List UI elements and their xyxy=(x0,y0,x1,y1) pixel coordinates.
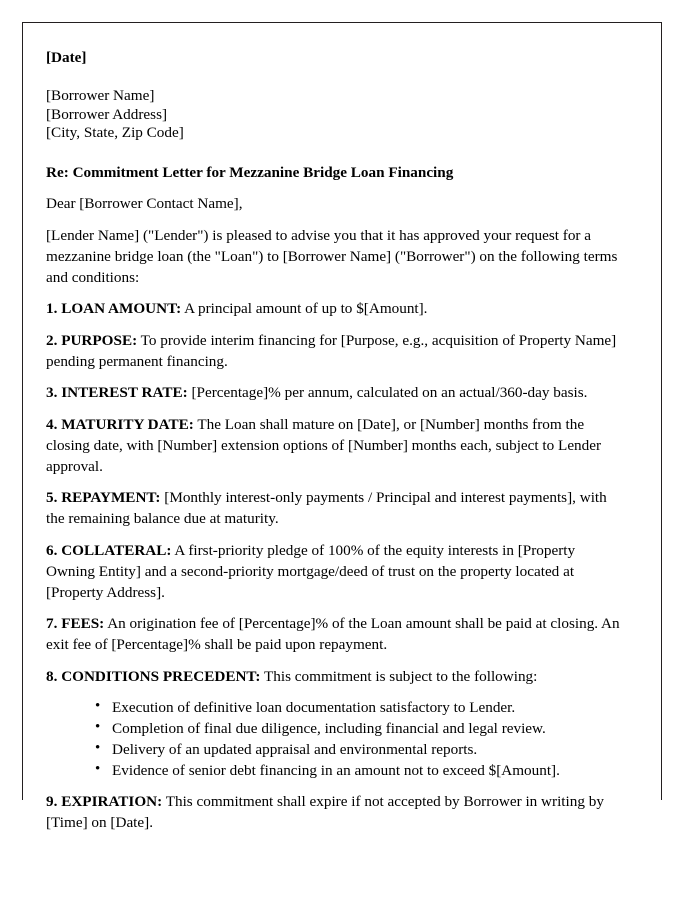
term-heading: 9. EXPIRATION: xyxy=(46,793,163,810)
term-clause xyxy=(46,298,625,319)
term-heading: 3. INTEREST RATE: xyxy=(46,384,188,401)
term-heading: 7. FEES: xyxy=(46,615,105,632)
term-text: A principal amount of up to $[Amount]. xyxy=(181,300,428,317)
term-text: [Monthly interest-only payments / Principal and interest payments], with the remaining balance due at maturity. xyxy=(46,489,607,527)
list-item: • Execution of definitive loan documentation satisfactory to Lender. xyxy=(46,697,625,718)
term-clause xyxy=(46,487,625,529)
term-clause xyxy=(46,382,625,403)
term-heading: 5. REPAYMENT: xyxy=(46,489,161,506)
conditions-precedent-clause xyxy=(46,666,625,687)
term-text: An origination fee of [Percentage]% of the Loan amount shall be paid at closing. An exit fee of [Percentage]% shall be paid upon repayment. xyxy=(46,615,620,653)
lead-paragraph: [Lender Name] ("Lender") is pleased to advise you that it has approved your request for a mezzanine bridge loan (the "Loan") to [Borrower Name] ("Borrower") on the following terms and conditions: xyxy=(46,226,618,286)
term-clause xyxy=(46,540,625,603)
expiration-clause xyxy=(46,791,625,833)
recipient-line: [City, State, Zip Code] xyxy=(46,124,184,141)
term-heading: 4. MATURITY DATE: xyxy=(46,415,194,433)
term-heading: 6. COLLATERAL: xyxy=(46,541,172,559)
recipient-address-block xyxy=(46,87,625,143)
conditions-list xyxy=(46,697,625,781)
term-heading: 8. CONDITIONS PRECEDENT: xyxy=(46,667,261,685)
subject-line: Re: Commitment Letter for Mezzanine Bridge Loan Financing xyxy=(46,163,454,181)
term-text: A first-priority pledge of 100% of the equity interests in [Property Owning Entity] and a second-priority mortgage/deed of trust on the property located at [Property Address]. xyxy=(46,541,576,601)
term-heading: 1. LOAN AMOUNT: xyxy=(46,300,182,317)
salutation: Dear [Borrower Contact Name], xyxy=(46,195,243,212)
recipient-line: [Borrower Address] xyxy=(46,105,168,123)
term-text: To provide interim financing for [Purpose, e.g., acquisition of Property Name] pending permanent financing. xyxy=(46,331,617,370)
term-text: This commitment shall expire if not accepted by Borrower in writing by [Time] on [Date]. xyxy=(46,793,604,831)
term-text: The Loan shall mature on [Date], or [Number] months from the closing date, with [Number] extension options of [Number] months each, subject to Lender approval. xyxy=(46,415,602,475)
term-clause xyxy=(46,613,625,655)
list-item: • Evidence of senior debt financing in an amount not to exceed $[Amount]. xyxy=(46,760,625,781)
term-clause xyxy=(46,414,625,477)
list-item: • Delivery of an updated appraisal and environmental reports. xyxy=(46,739,625,760)
document-body xyxy=(23,23,661,833)
recipient-line: [Borrower Name] xyxy=(46,87,155,104)
date-line: [Date] xyxy=(46,49,87,66)
term-text: This commitment is subject to the following: xyxy=(260,667,538,685)
term-heading: 2. PURPOSE: xyxy=(46,331,138,349)
term-text: [Percentage]% per annum, calculated on an actual/360-day basis. xyxy=(187,384,588,401)
term-clause xyxy=(46,330,625,372)
list-item: • Completion of final due diligence, including financial and legal review. xyxy=(46,718,625,739)
document-page xyxy=(22,22,662,831)
